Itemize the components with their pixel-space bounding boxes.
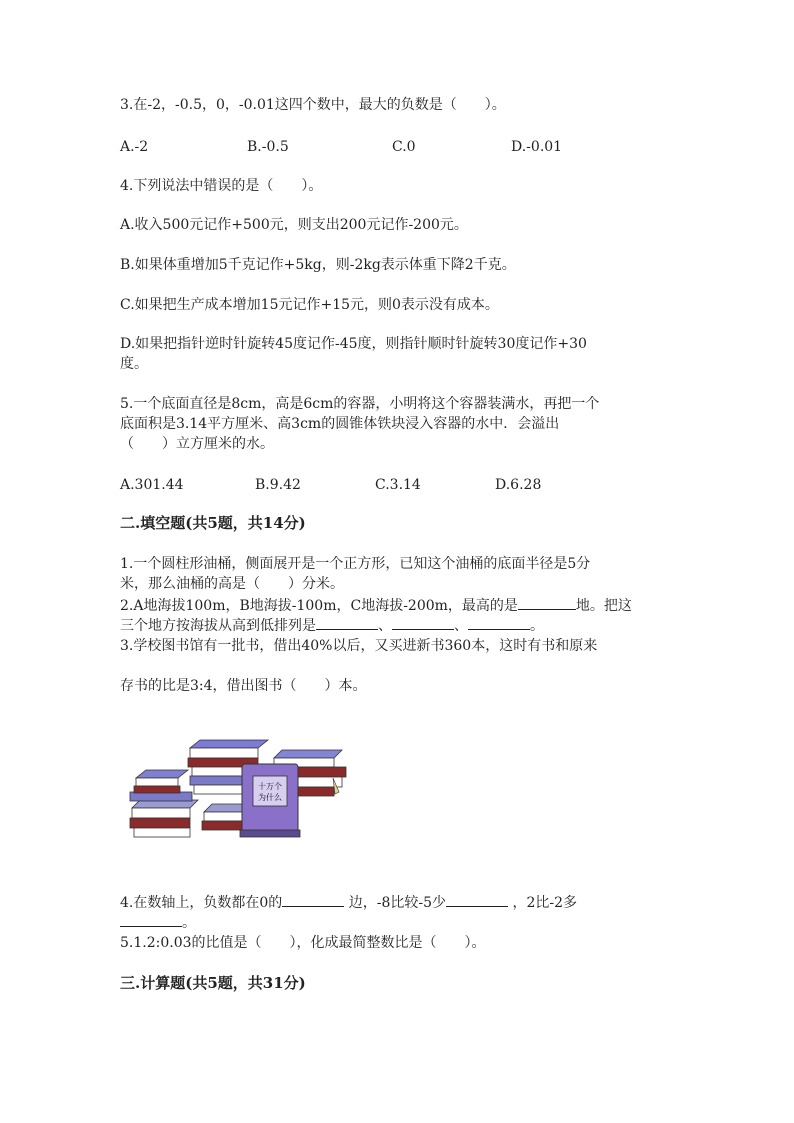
q5-line1: 5.一个底面直径是8cm，高是6cm的容器，小明将这个容器装满水，再把一个 <box>120 396 600 412</box>
fill-3-line2: 存书的比是3:4，借出图书（ ）本。 <box>120 678 367 694</box>
q4-option-a: A.收入500元记作+500元，则支出200元记作-200元。 <box>120 217 468 233</box>
q5-line2: 底面积是3.14平方厘米、高3cm的圆锥体铁块浸入容器的水中．会溢出 <box>120 416 560 432</box>
period: 。 <box>530 618 544 634</box>
section-2-heading: 二.填空题(共5题，共14分) <box>120 514 306 532</box>
book-stack-left <box>130 770 198 837</box>
answer-blank[interactable] <box>316 615 378 630</box>
fill-4-text-a: 4.在数轴上，负数都在0的 <box>120 895 283 911</box>
book-title-line2: 为什么 <box>258 793 282 802</box>
fill-4-line2 <box>120 912 196 933</box>
separator: 、 <box>378 618 392 634</box>
fill-4-text-b: 边，-8比较-5少 <box>348 895 446 911</box>
section-3-heading: 三.计算题(共5题，共31分) <box>120 974 306 992</box>
fill-3-line1: 3.学校图书馆有一批书，借出40%以后，又买进新书360本，这时有书和原来 <box>120 638 598 654</box>
answer-blank[interactable] <box>282 892 344 907</box>
fill-1-line2: 米，那么油桶的高是（ ）分米。 <box>120 576 344 592</box>
book-title-line1: 十万个 <box>258 782 282 791</box>
q5-line3: （ ）立方厘米的水。 <box>120 436 274 452</box>
answer-blank[interactable] <box>392 615 454 630</box>
q3-option-c: C.0 <box>392 139 416 155</box>
q4-option-d-line1: D.如果把指针逆时针旋转45度记作-45度，则指针顺时针旋转30度记作+30 <box>120 336 587 352</box>
fill-4-line1 <box>120 892 577 913</box>
q3-stem: 3.在-2，-0.5，0，-0.01这四个数中，最大的负数是（ ）。 <box>120 97 506 113</box>
answer-blank[interactable] <box>446 892 508 907</box>
q4-option-d-line2: 度。 <box>120 356 148 372</box>
fill-2-text-c: 三个地方按海拔从高到低排列是 <box>120 618 316 634</box>
featured-book <box>240 764 300 837</box>
period: 。 <box>182 915 196 931</box>
q3-option-d: D.-0.01 <box>511 139 563 155</box>
fill-5: 5.1.2:0.03的比值是（ ），化成最简整数比是（ ）。 <box>120 935 486 951</box>
answer-blank[interactable] <box>468 615 530 630</box>
fill-2-line1 <box>120 595 632 616</box>
q5-option-c: C.3.14 <box>375 477 421 493</box>
fill-2-line2 <box>120 615 544 636</box>
q3-option-a: A.-2 <box>120 139 149 155</box>
separator: 、 <box>454 618 468 634</box>
fill-1-line1: 1.一个圆柱形油桶，侧面展开是一个正方形，已知这个油桶的底面半径是5分 <box>120 556 591 572</box>
q5-option-a: A.301.44 <box>120 477 184 493</box>
q5-option-b: B.9.42 <box>255 477 301 493</box>
fill-2-text-b: 地。把这 <box>575 598 632 614</box>
q5-option-d: D.6.28 <box>495 477 542 493</box>
q3-option-b: B.-0.5 <box>247 139 289 155</box>
q4-option-b: B.如果体重增加5千克记作+5kg，则-2kg表示体重下降2千克。 <box>120 257 516 273</box>
fill-4-text-c: ，2比-2多 <box>512 895 577 911</box>
q4-option-c: C.如果把生产成本增加15元记作+15元，则0表示没有成本。 <box>120 297 499 313</box>
answer-blank[interactable] <box>518 595 576 610</box>
q4-stem: 4.下列说法中错误的是（ ）。 <box>120 178 323 194</box>
answer-blank[interactable] <box>120 912 182 927</box>
books-illustration <box>128 734 352 840</box>
fill-2-text-a: 2.A地海拔100m，B地海拔-100m，C地海拔-200m，最高的是 <box>120 598 518 614</box>
